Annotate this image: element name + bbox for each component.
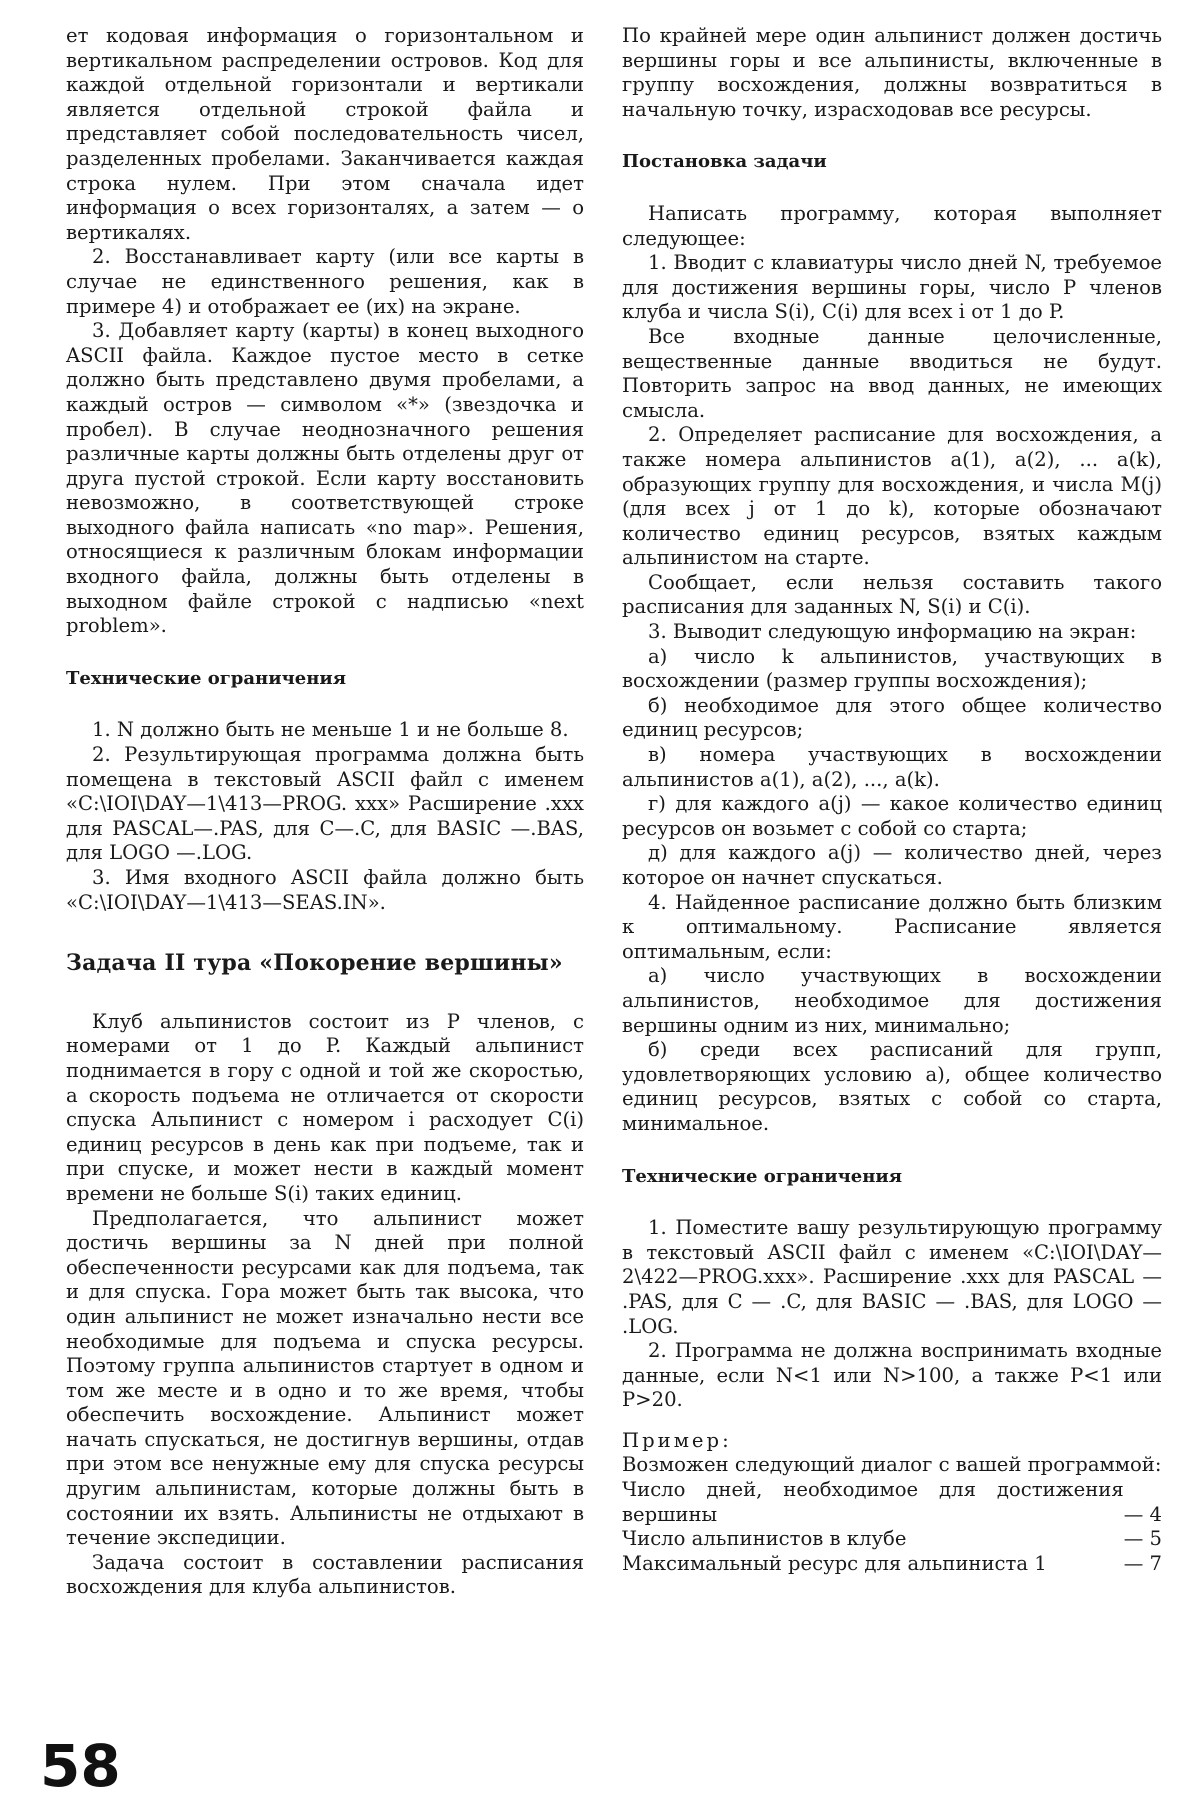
- tech-item: 2. Программа не должна воспринимать входные данные, если N<1 или N>100, а также P<1 или P>20.: [622, 1339, 1162, 1412]
- left-column: [66, 24, 584, 1600]
- dialog-value: — 7: [1123, 1551, 1162, 1575]
- statement-paragraph: Сообщает, если нельзя составить такого расписания для заданных N, S(i) и C(i).: [622, 570, 1162, 619]
- statement-paragraph: г) для каждого a(j) — какое количество единиц ресурсов он возьмет с собой со старта;: [622, 792, 1162, 840]
- dialog-prompt: Число дней, необходимое для достижения вершины: [622, 1478, 1124, 1526]
- example-intro: Возможен следующий диалог с вашей программой:: [622, 1453, 1162, 1477]
- statement-paragraph: 1. Вводит с клавиатуры число дней N, требуемое для достижения вершины горы, число P членов клуба и числа S(i), C(i) для всех i от 1 до P.: [622, 251, 1162, 324]
- statement-paragraph: 3. Выводит следующую информацию на экран:: [648, 620, 1137, 644]
- section-heading-tech-limits: Технические ограничения: [66, 667, 347, 689]
- dialog-line: [622, 1552, 1162, 1577]
- statement-paragraph: а) число участвующих в восхождении альпинистов, необходимое для достижения вершины одним из них, минимально;: [622, 964, 1162, 1037]
- task-title: Задача II тура «Покорение вершины»: [66, 950, 563, 977]
- dialog-line: [622, 1527, 1162, 1552]
- dialog-value: — 4: [1123, 1502, 1162, 1526]
- dialog-line: [622, 1478, 1162, 1527]
- statement-paragraph: 2. Определяет расписание для восхождения, а также номера альпинистов a(1), a(2), ... a(k), образующих группу для восхождения, и числа M(j) (для всех j от 1 до k), которые обозначают количество единиц ресурсов, взятых каждым альпинистом на старте.: [622, 423, 1162, 570]
- body-paragraph: 2. Восстанавливает карту (или все карты в случае не единственного решения, как в примере 4) и отображает ее (их) на экране.: [66, 245, 584, 318]
- body-paragraph: ет кодовая информация о горизонтальном и вертикальном распределении островов. Код для каждой отдельной горизонтали и вертикали является отдельной строкой файла и представляет собой последовательность чисел, разделенных пробелами. Заканчивается каждая строка нулем. При этом сначала идет информация о всех горизонталях, а затем — о вертикалях.: [66, 24, 584, 244]
- example-label: Пример:: [622, 1428, 732, 1452]
- statement-paragraph: 4. Найденное расписание должно быть близким к оптимальному. Расписание является оптимальным, если:: [622, 890, 1162, 963]
- body-paragraph: Клуб альпинистов состоит из P членов, с номерами от 1 до P. Каждый альпинист поднимается в гору с одной и той же скоростью, а скорость подъема не отличается от скорости спуска Альпинист с номером i расходует C(i) единиц ресурсов в день как при подъеме, так и при спуске, и может нести в каждый момент времени не больше S(i) таких единиц.: [66, 1009, 584, 1205]
- statement-paragraph: д) для каждого a(j) — количество дней, через которое он начнет спускаться.: [622, 841, 1162, 889]
- body-paragraph: Предполагается, что альпинист может достичь вершины за N дней при полной обеспеченности ресурсами как для подъема, так и для спуска. Гора может быть так высока, что один альпинист не может изначально нести все необходимые для подъема и спуска ресурсы. Поэтому группа альпинистов стартует в одном и том же месте и в одно и то же время, чтобы обеспечить восхождение. Альпинист может начать спускаться, не достигнув вершины, отдав при этом все ненужные ему для спуска ресурсы другим альпинистам, которые должны быть в состоянии их взять. Альпинисты не отдыхают в течение экспедиции.: [66, 1206, 584, 1550]
- dialog-prompt: Максимальный ресурс для альпиниста 1: [622, 1551, 1047, 1575]
- tech-item: 1. Поместите вашу результирующую программу в текстовый ASCII файл с именем «C:\IOI\DAY—2\422—PROG.xxx». Расширение .xxx для PASCAL — .PAS, для C — .C, для BASIC — .BAS, для LOGO — .LOG.: [622, 1216, 1162, 1338]
- statement-paragraph: в) номера участвующих в восхождении альпинистов a(1), a(2), ..., a(k).: [622, 743, 1162, 791]
- statement-paragraph: Написать программу, которая выполняет следующее:: [622, 201, 1162, 250]
- statement-paragraph: б) среди всех расписаний для групп, удовлетворяющих условию а), общее количество единиц ресурсов, взятых с собой со старта, минимальное.: [622, 1038, 1162, 1135]
- tech-item: 1. N должно быть не меньше 1 и не больше 8.: [92, 718, 569, 742]
- right-column: [622, 24, 1162, 1576]
- statement-paragraph: а) число k альпинистов, участвующих в восхождении (размер группы восхождения);: [622, 644, 1162, 693]
- section-heading-statement: Постановка задачи: [622, 151, 827, 173]
- statement-paragraph: б) необходимое для этого общее количество единиц ресурсов;: [622, 693, 1162, 742]
- page-number: 58: [40, 1732, 121, 1800]
- body-paragraph: Задача состоит в составлении расписания восхождения для клуба альпинистов.: [66, 1550, 584, 1599]
- section-heading-tech-limits: Технические ограничения: [622, 1165, 903, 1187]
- tech-item: 3. Имя входного ASCII файла должно быть «C:\IOI\DAY—1\413—SEAS.IN».: [66, 866, 584, 914]
- dialog-prompt: Число альпинистов в клубе: [622, 1527, 907, 1551]
- statement-paragraph: Все входные данные целочисленные, вещественные данные вводиться не будут. Повторить запрос на ввод данных, не имеющих смысла.: [622, 324, 1162, 422]
- dialog-value: — 5: [1123, 1527, 1162, 1551]
- tech-item: 2. Результирующая программа должна быть помещена в текстовый ASCII файл с именем «C:\IOI\DAY—1\413—PROG. xxx» Расширение .xxx для PASCAL—.PAS, для C—.C, для BASIC —.BAS, для LOGO —.LOG.: [66, 743, 584, 865]
- body-paragraph: 3. Добавляет карту (карты) в конец выходного ASCII файла. Каждое пустое место в сетке должно быть представлено двумя пробелами, а каждый остров — символом «*» (звездочка и пробел). В случае неоднозначного решения различные карты должны быть отделены друг от друга пустой строкой. Если карту восстановить невозможно, в соответствующей строке выходного файла написать «no map». Решения, относящиеся к различным блокам информации входного файла, должны быть отделены в выходном файле строкой с надписью «next problem».: [66, 319, 584, 638]
- body-paragraph: По крайней мере один альпинист должен достичь вершины горы и все альпинисты, включенные в группу восхождения, должны возвратиться в начальную точку, израсходовав все ресурсы.: [622, 24, 1162, 121]
